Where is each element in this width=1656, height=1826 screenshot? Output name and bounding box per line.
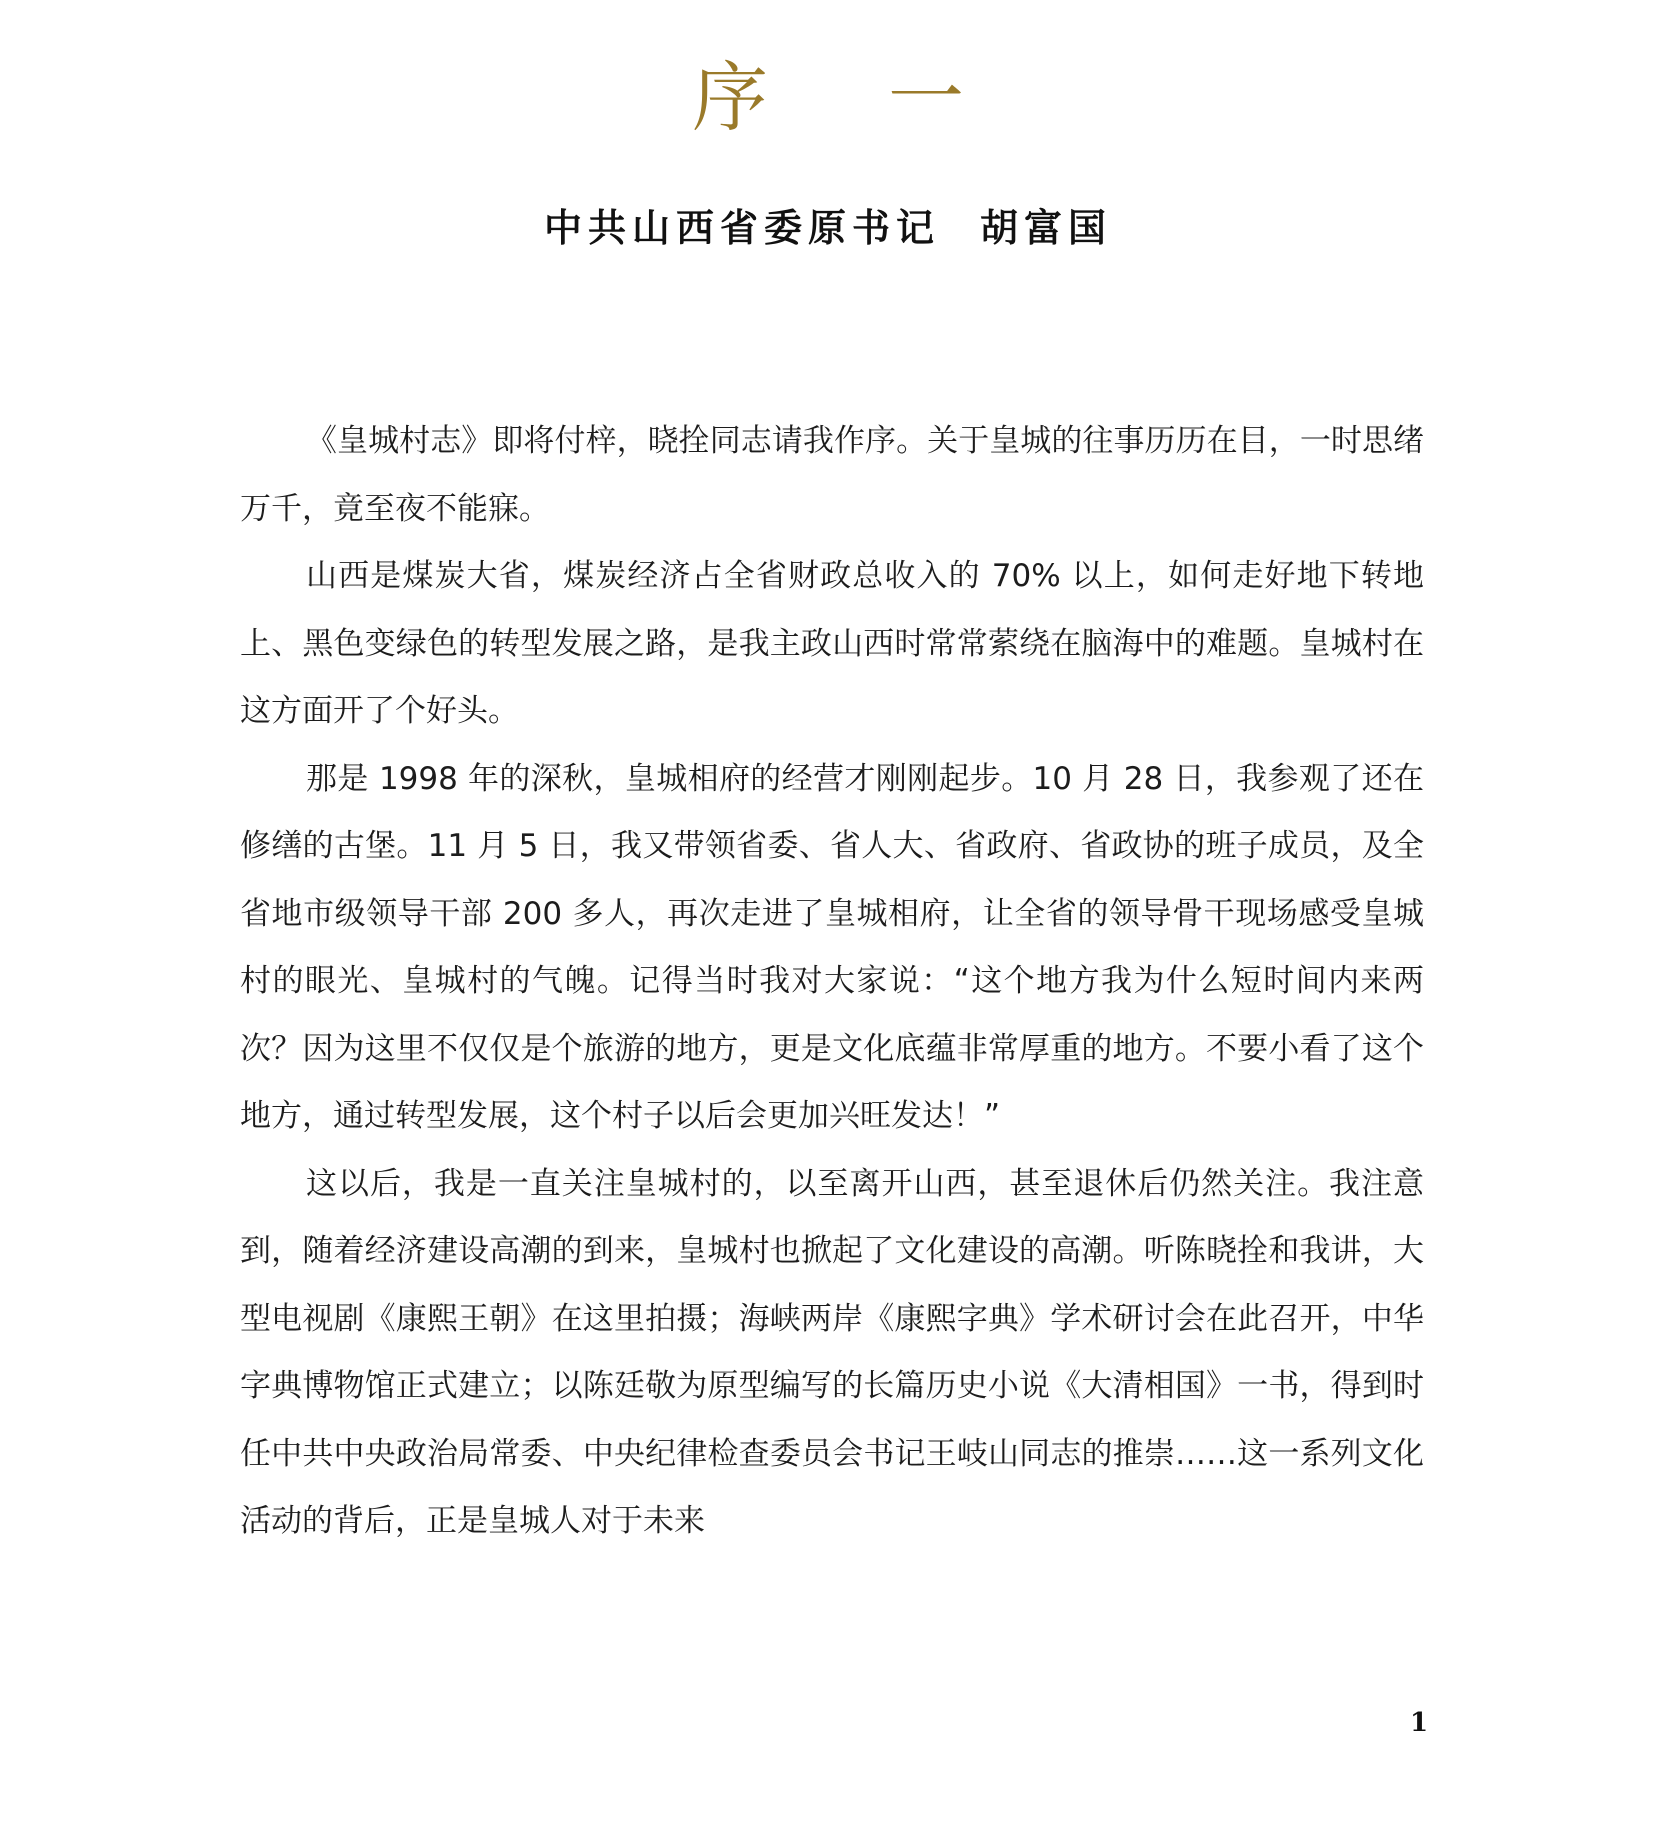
paragraph-2: 山西是煤炭大省，煤炭经济占全省财政总收入的 70% 以上，如何走好地下转地上、黑色变绿色的转型发展之路，是我主政山西时常常萦绕在脑海中的难题。皇城村在这方面开了个好头。 <box>240 558 1424 729</box>
page-number: 1 <box>1410 1708 1429 1738</box>
paragraph-1: 《皇城村志》即将付梓，晓拴同志请我作序。关于皇城的往事历历在目，一时思绪万千，竟至夜不能寐。 <box>240 423 1424 527</box>
author-position: 中共山西省委原书记 <box>543 205 940 250</box>
title-char-2: 一 <box>888 53 1024 142</box>
chapter-title <box>0 48 1656 148</box>
author-byline <box>0 200 1656 256</box>
title-char-1: 序 <box>692 53 828 142</box>
body-text <box>240 408 1424 1556</box>
author-name: 胡富国 <box>980 205 1113 250</box>
paragraph-4: 这以后，我是一直关注皇城村的，以至离开山西，甚至退休后仍然关注。我注意到，随着经济建设高潮的到来，皇城村也掀起了文化建设的高潮。听陈晓拴和我讲，大型电视剧《康熙王朝》在这里拍摄；海峡两岸《康熙字典》学术研讨会在此召开，中华字典博物馆正式建立；以陈廷敬为原型编写的长篇历史小说《大清相国》一书，得到时任中共中央政治局常委、中央纪律检查委员会书记王岐山同志的推崇……这一系列文化活动的背后，正是皇城人对于未来 <box>240 1165 1424 1539</box>
paragraph-3: 那是 1998 年的深秋，皇城相府的经营才刚刚起步。10 月 28 日，我参观了还在修缮的古堡。11 月 5 日，我又带领省委、省人大、省政府、省政协的班子成员，及全省地市级领导干部 200 多人，再次走进了皇城相府，让全省的领导骨干现场感受皇城村的眼光、皇城村的气魄。记得当时我对大家说：“这个地方我为什么短时间内来两次？因为这里不仅仅是个旅游的地方，更是文化底蕴非常厚重的地方。不要小看了这个地方，通过转型发展，这个村子以后会更加兴旺发达！” <box>240 760 1424 1134</box>
